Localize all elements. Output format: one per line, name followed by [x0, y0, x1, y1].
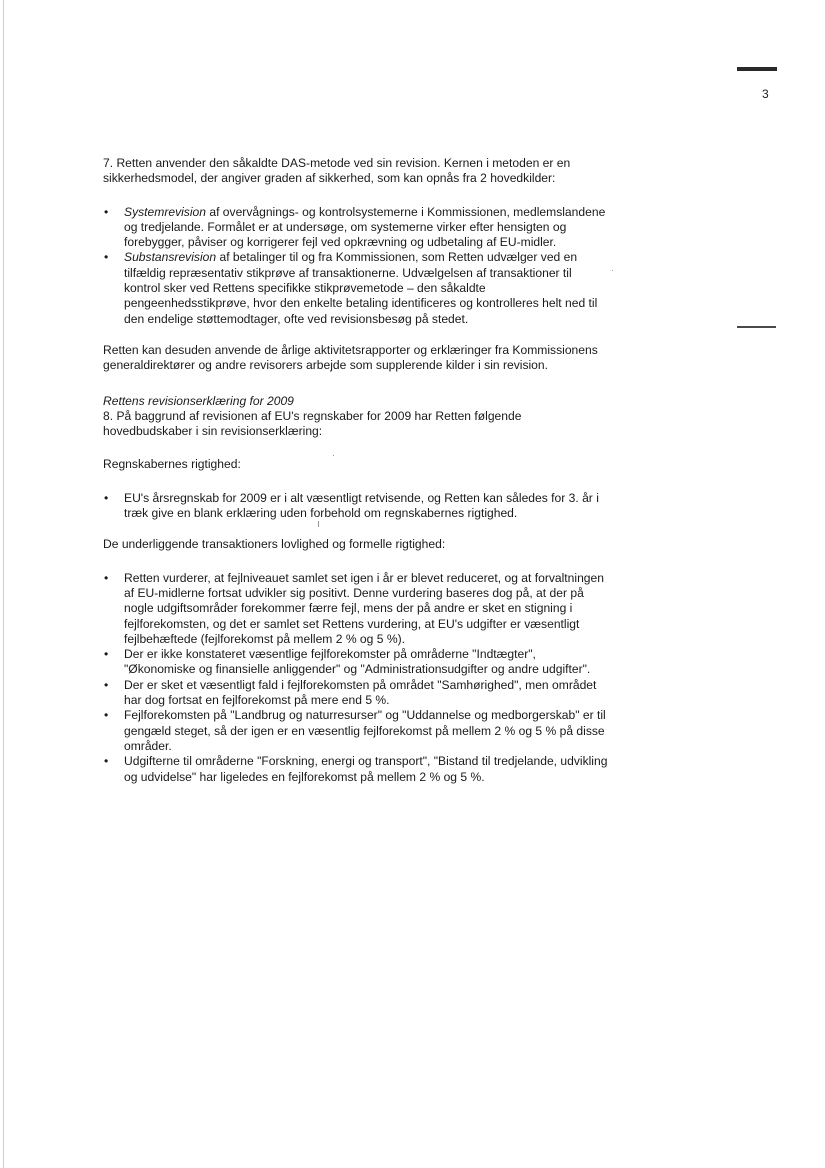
list-item — [103, 205, 608, 251]
list-item: • Der er ikke konstateret væsentlige fejlforekomster på områderne "Indtægter", "Økonomiske og finansielle anliggender" og "Administrationsudgifter og andre udgifter". — [103, 647, 608, 678]
scan-edge-line — [3, 0, 4, 1168]
list-item: • EU's årsregnskab for 2009 er i alt væsentligt retvisende, og Retten kan således for 3. år i træk give en blank erklæring uden forbehold om regnskabernes rigtighed. — [103, 491, 608, 522]
term-substansrevision: Substansrevision — [124, 250, 217, 265]
list-item-text: af overvågnings- og kontrolsystemerne i Kommissionen, medlemslandene og tredjelande. Formålet er at undersøge, om systemerne virker efter hensigten og forebygger, påviser og korrigerer fejl ved opkrævning og udbetaling af EU-midler. — [124, 204, 606, 250]
list-item: • Der er sket et væsentligt fald i fejlforekomsten på området "Samhørighed", men området har dog fortsat en fejlforekomst på mere end 5 %. — [103, 678, 608, 709]
page-number: 3 — [762, 87, 769, 101]
subheading-transaktioners-lovlighed: De underliggende transaktioners lovlighed og formelle rigtighed: — [103, 537, 446, 552]
paragraph-supplementary-sources: Retten kan desuden anvende de årlige aktivitetsrapporter og erklæringer fra Kommissionens generaldirektører og andre revisorers arbejde som supplerende kilder i sin revision. — [103, 342, 598, 373]
list-item: • Fejlforekomsten på "Landbrug og naturresurser" og "Uddannelse og medborgerskab" er til gengæld steget, så der igen er en væsentlig fejlforekomst på mellem 2 % og 5 % på disse områder. — [103, 708, 608, 754]
document-body — [103, 156, 608, 785]
scan-speck — [318, 521, 319, 527]
revision-sources-list — [103, 205, 608, 327]
paragraph-7: 7. Retten anvender den såkaldte DAS-metode ved sin revision. Kernen i metoden er en sikkerhedsmodel, der angiver graden af sikkerhed, som kan opnås fra 2 hovedkilder: — [103, 156, 571, 186]
list-item: • Udgifterne til områderne "Forskning, energi og transport", "Bistand til tredjelande, udvikling og udvidelse" har ligeledes en fejlforekomst på mellem 2 % og 5 %. — [103, 754, 608, 785]
subheading-regnskabernes-rigtighed: Regnskabernes rigtighed: — [103, 457, 241, 472]
list-item: • Retten vurderer, at fejlniveauet samlet set igen i år er blevet reduceret, og at forvaltningen af EU-midlerne fortsat udvikler sig positivt. Denne vurdering baseres dog på, at der på nogle udgiftsområder forekommer færre fejl, mens der på andre er sket en stigning i fejlforekomsten, og det er samlet set Rettens vurdering, at EU's udgifter er væsentligt fejlbehæftede (fejlforekomst på mellem 2 % og 5 %). — [103, 571, 608, 647]
transactions-legality-list — [103, 571, 608, 785]
margin-mark-middle — [737, 326, 776, 328]
scan-speck — [612, 270, 613, 271]
scan-speck — [333, 455, 334, 456]
paragraph-8: 8. På baggrund af revisionen af EU's regnskaber for 2009 har Retten følgende hovedbudskaber i sin revisionserklæring: — [103, 408, 522, 439]
accounts-reliability-list — [103, 491, 608, 522]
margin-mark-top — [737, 67, 777, 71]
list-item-text: af betalinger til og fra Kommissionen, som Retten udvælger ved en tilfældig repræsentativ stikprøve af transaktionerne. Udvælgelsen af transaktioner til kontrol sker ved Rettens specifikke stikprøvemetode – den såkaldte pengeenhedsstikprøve, hvor den enkelte betaling identificeres og kontrolleres helt ned til den endelige støttemodtager, ofte ved revisionsbesøg på stedet. — [124, 250, 598, 326]
term-systemrevision: Systemrevision — [124, 204, 206, 219]
list-item — [103, 250, 608, 326]
section-heading-revisionserklaering: Rettens revisionserklæring for 2009 — [103, 393, 294, 408]
